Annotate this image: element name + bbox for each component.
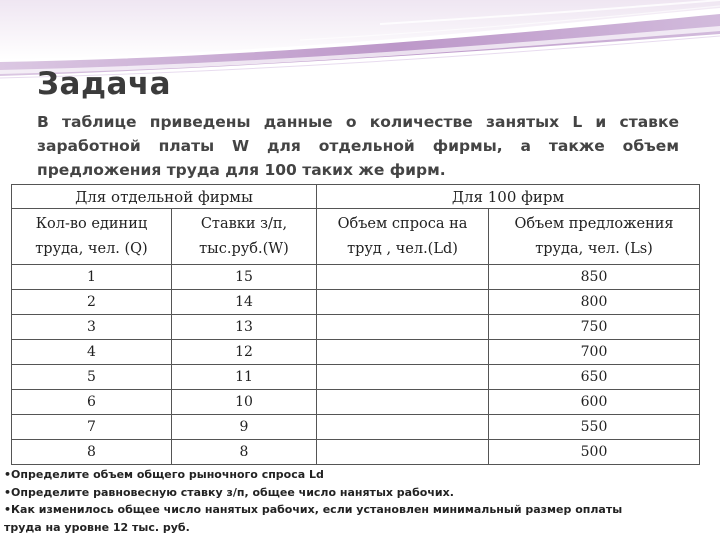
table-row	[12, 340, 700, 365]
table-row	[12, 315, 700, 340]
cell-ls: 600	[489, 390, 700, 415]
column-header-w: Ставки з/п, тыс.руб.(W)	[172, 209, 317, 265]
column-header-ls: Объем предложения труда, чел. (Ls)	[489, 209, 700, 265]
cell-ls: 650	[489, 365, 700, 390]
question-item: •Определите объем общего рыночного спроса Ld	[4, 468, 324, 481]
labor-market-table	[11, 184, 700, 465]
cell-q: 3	[12, 315, 172, 340]
cell-ls: 500	[489, 440, 700, 465]
question-item: •Как изменилось общее число нанятых рабочих, если установлен минимальный размер оплаты	[4, 503, 623, 516]
cell-q: 8	[12, 440, 172, 465]
cell-q: 5	[12, 365, 172, 390]
cell-ls: 850	[489, 265, 700, 290]
cell-ls: 700	[489, 340, 700, 365]
cell-w: 15	[172, 265, 317, 290]
problem-statement: В таблице приведены данные о количестве занятых L и ставке заработной платы W для отдельной фирмы, а также объем предложения труда для 100 таких же фирм.	[37, 113, 679, 179]
cell-w: 9	[172, 415, 317, 440]
cell-ld	[317, 415, 489, 440]
cell-ls: 750	[489, 315, 700, 340]
column-header-ld: Объем спроса на труд , чел.(Ld)	[317, 209, 489, 265]
table-row	[12, 365, 700, 390]
cell-ld	[317, 340, 489, 365]
table-row	[12, 290, 700, 315]
cell-q: 4	[12, 340, 172, 365]
cell-ld	[317, 315, 489, 340]
cell-q: 6	[12, 390, 172, 415]
cell-ls: 800	[489, 290, 700, 315]
cell-ld	[317, 390, 489, 415]
table-row	[12, 440, 700, 465]
cell-w: 10	[172, 390, 317, 415]
group-header-100-firms: Для 100 фирм	[317, 185, 700, 209]
cell-ls: 550	[489, 415, 700, 440]
table-row	[12, 390, 700, 415]
cell-w: 8	[172, 440, 317, 465]
column-header-q: Кол-во единиц труда, чел. (Q)	[12, 209, 172, 265]
table-row	[12, 415, 700, 440]
question-item-continued: труда на уровне 12 тыс. руб.	[4, 520, 190, 534]
group-header-single-firm: Для отдельной фирмы	[12, 185, 317, 209]
cell-w: 12	[172, 340, 317, 365]
cell-w: 13	[172, 315, 317, 340]
cell-q: 1	[12, 265, 172, 290]
cell-ld	[317, 365, 489, 390]
cell-w: 14	[172, 290, 317, 315]
slide-title: Задача	[37, 66, 172, 102]
cell-q: 2	[12, 290, 172, 315]
cell-q: 7	[12, 415, 172, 440]
group-header-row	[12, 185, 700, 209]
question-item: •Определите равновесную ставку з/п, общее число нанятых рабочих.	[4, 485, 454, 499]
cell-w: 11	[172, 365, 317, 390]
task-questions	[4, 466, 704, 536]
cell-ld	[317, 290, 489, 315]
cell-ld	[317, 265, 489, 290]
column-header-row	[12, 209, 700, 265]
table-row	[12, 265, 700, 290]
cell-ld	[317, 440, 489, 465]
